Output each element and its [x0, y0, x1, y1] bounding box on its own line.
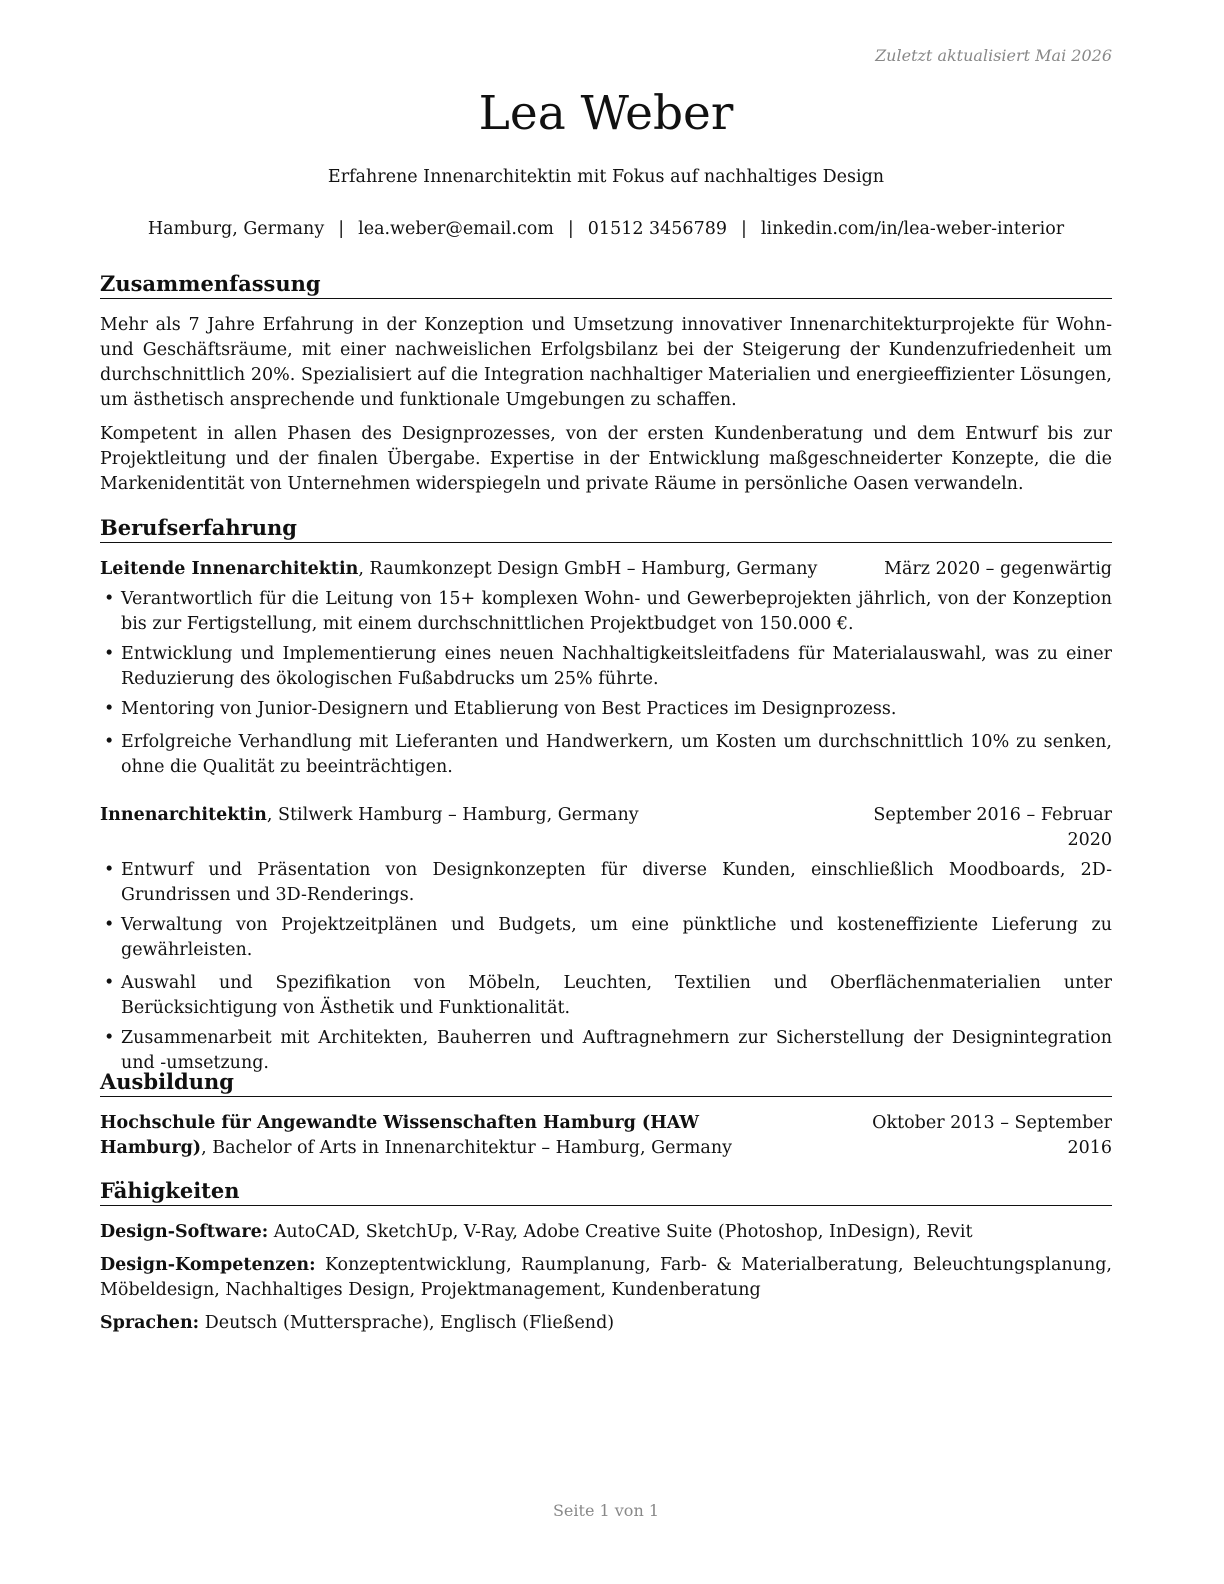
- contact-phone: 01512 3456789: [587, 219, 727, 239]
- contact-linkedin[interactable]: linkedin.com/in/lea-weber-interior: [760, 219, 1065, 239]
- bullet-item: • Entwicklung und Implementierung eines neuen Nachhaltigkeitsleitfadens für Materialauswahl, was zu einer Reduzierung des ökologischen Fußabdrucks um 25% führte.: [100, 642, 1112, 692]
- bullet-item: • Zusammenarbeit mit Architekten, Bauherren und Auftragnehmern zur Sicherstellung der Designintegration und -umsetzung.: [100, 1026, 1112, 1076]
- skill-label: Design-Kompetenzen:: [100, 1255, 316, 1275]
- section-title: Berufserfahrung: [100, 514, 1112, 543]
- last-updated: Zuletzt aktualisiert Mai 2026: [875, 46, 1112, 65]
- job-bullets: [100, 858, 1112, 1076]
- education-degree: , Bachelor of Arts in Innenarchitektur – Hamburg, Germany: [201, 1138, 733, 1158]
- job-entry: [100, 557, 1112, 780]
- job-role: Leitende Innenarchitektin: [100, 559, 359, 579]
- contact-separator: |: [567, 219, 574, 239]
- job-bullets: [100, 587, 1112, 780]
- skill-value: AutoCAD, SketchUp, V-Ray, Adobe Creative Suite (Photoshop, InDesign), Revit: [268, 1222, 973, 1242]
- bullet-item: • Verantwortlich für die Leitung von 15+ komplexen Wohn- und Gewerbeprojekten jährlich, von der Konzeption bis zur Fertigstellung, mit einem durchschnittlichen Projektbudget von 150.000 €.: [100, 587, 1112, 637]
- summary-section: [100, 270, 1112, 497]
- section-title: Zusammenfassung: [100, 270, 1112, 299]
- job-dates: September 2016 – Februar 2020: [873, 805, 1112, 850]
- bullet-item: • Auswahl und Spezifikation von Möbeln, Leuchten, Textilien und Oberflächenmaterialien unter Berücksichtigung von Ästhetik und Funktionalität.: [100, 971, 1112, 1021]
- summary-paragraph: Mehr als 7 Jahre Erfahrung in der Konzeption und Umsetzung innovativer Innenarchitekturprojekte für Wohn- und Geschäftsräume, mit einer nachweislichen Erfolgsbilanz bei der Steigerung der Kundenzufriedenheit um durchschnittlich 20%. Spezialisiert auf die Integration nachhaltiger Materialien und energieeffizienter Lösungen, um ästhetisch ansprechende und funktionale Umgebungen zu schaffen.: [100, 315, 1112, 410]
- skill-row: [100, 1311, 1112, 1336]
- skill-label: Sprachen:: [100, 1313, 200, 1333]
- skill-row: [100, 1253, 1112, 1303]
- education-school: Hochschule für Angewandte Wissenschaften Hamburg (HAW Hamburg): [100, 1113, 700, 1158]
- summary-paragraph: Kompetent in allen Phasen des Designprozesses, von der ersten Kundenberatung und dem Entwurf bis zur Projektleitung und der finalen Übergabe. Expertise in der Entwicklung maßgeschneiderter Konzepte, die die Markenidentität von Unternehmen widerspiegeln und private Räume in persönliche Oasen verwandeln.: [100, 424, 1112, 494]
- contact-location: Hamburg, Germany: [147, 219, 325, 239]
- education-dates: Oktober 2013 – September 2016: [872, 1113, 1112, 1158]
- contact-email[interactable]: lea.weber@email.com: [358, 219, 554, 239]
- job-header: [100, 803, 1112, 853]
- job-company: , Stilwerk Hamburg – Hamburg, Germany: [266, 805, 639, 825]
- candidate-name: Lea Weber: [478, 86, 734, 141]
- education-section: [100, 1068, 1112, 1161]
- job-company: , Raumkonzept Design GmbH – Hamburg, Germany: [358, 559, 818, 579]
- contact-separator: |: [740, 219, 747, 239]
- job-dates: März 2020 – gegenwärtig: [884, 559, 1112, 579]
- skill-label: Design-Software:: [100, 1222, 269, 1242]
- resume-page: [100, 0, 1112, 1584]
- skill-value: Konzeptentwicklung, Raumplanung, Farb- & Materialberatung, Beleuchtungsplanung, Möbeldesign, Nachhaltiges Design, Projektmanagement, Kundenberatung: [100, 1255, 1112, 1300]
- section-title: Fähigkeiten: [100, 1177, 1112, 1206]
- headline: Erfahrene Innenarchitektin mit Fokus auf nachhaltiges Design: [327, 167, 885, 187]
- job-entry: [100, 803, 1112, 1076]
- education-entry: [100, 1111, 1112, 1161]
- bullet-item: • Erfolgreiche Verhandlung mit Lieferanten und Handwerkern, um Kosten um durchschnittlich 10% zu senken, ohne die Qualität zu beeinträchtigen.: [100, 730, 1112, 780]
- contact-line: [100, 219, 1112, 239]
- page-number: Seite 1 von 1: [552, 1501, 660, 1520]
- section-title: Ausbildung: [100, 1068, 1112, 1097]
- skill-row: [100, 1220, 1112, 1245]
- job-role: Innenarchitektin: [100, 805, 267, 825]
- bullet-item: • Entwurf und Präsentation von Designkonzepten für diverse Kunden, einschließlich Moodboards, 2D-Grundrissen und 3D-Renderings.: [100, 858, 1112, 908]
- experience-section: [100, 514, 1112, 1076]
- skills-section: [100, 1177, 1112, 1336]
- bullet-item: • Mentoring von Junior-Designern und Etablierung von Best Practices im Designprozess.: [100, 697, 1112, 722]
- job-header: [100, 557, 1112, 582]
- bullet-item: • Verwaltung von Projektzeitplänen und Budgets, um eine pünktliche und kosteneffiziente Lieferung zu gewährleisten.: [100, 913, 1112, 963]
- contact-separator: |: [338, 219, 345, 239]
- skill-value: Deutsch (Muttersprache), Englisch (Fließend): [199, 1313, 615, 1333]
